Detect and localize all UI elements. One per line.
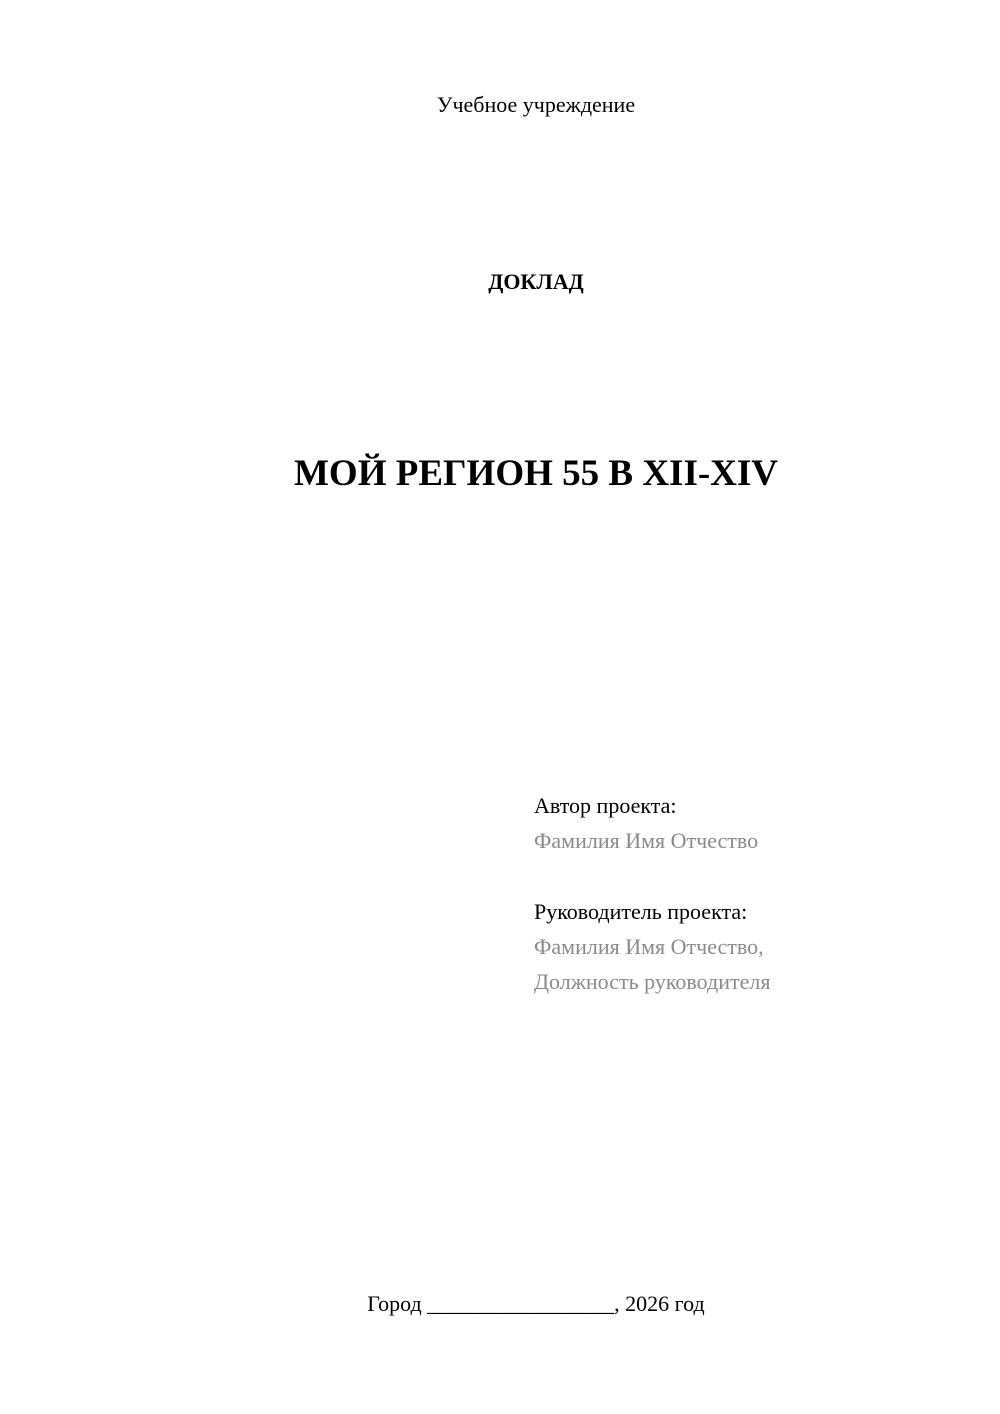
spacer	[534, 858, 974, 894]
supervisor-position: Должность руководителя	[534, 969, 771, 994]
project-people-block	[534, 788, 974, 999]
document-type: ДОКЛАД	[488, 269, 584, 294]
supervisor-label: Руководитель проекта:	[534, 899, 748, 924]
supervisor-name: Фамилия Имя Отчество,	[534, 934, 764, 959]
document-title: МОЙ РЕГИОН 55 В XII-XIV	[294, 453, 778, 494]
institution-name: Учебное учреждение	[436, 92, 636, 117]
author-label: Автор проекта:	[534, 793, 677, 818]
city-year-line: Город _________________, 2026 год	[367, 1291, 705, 1316]
author-name: Фамилия Имя Отчество	[534, 828, 759, 853]
